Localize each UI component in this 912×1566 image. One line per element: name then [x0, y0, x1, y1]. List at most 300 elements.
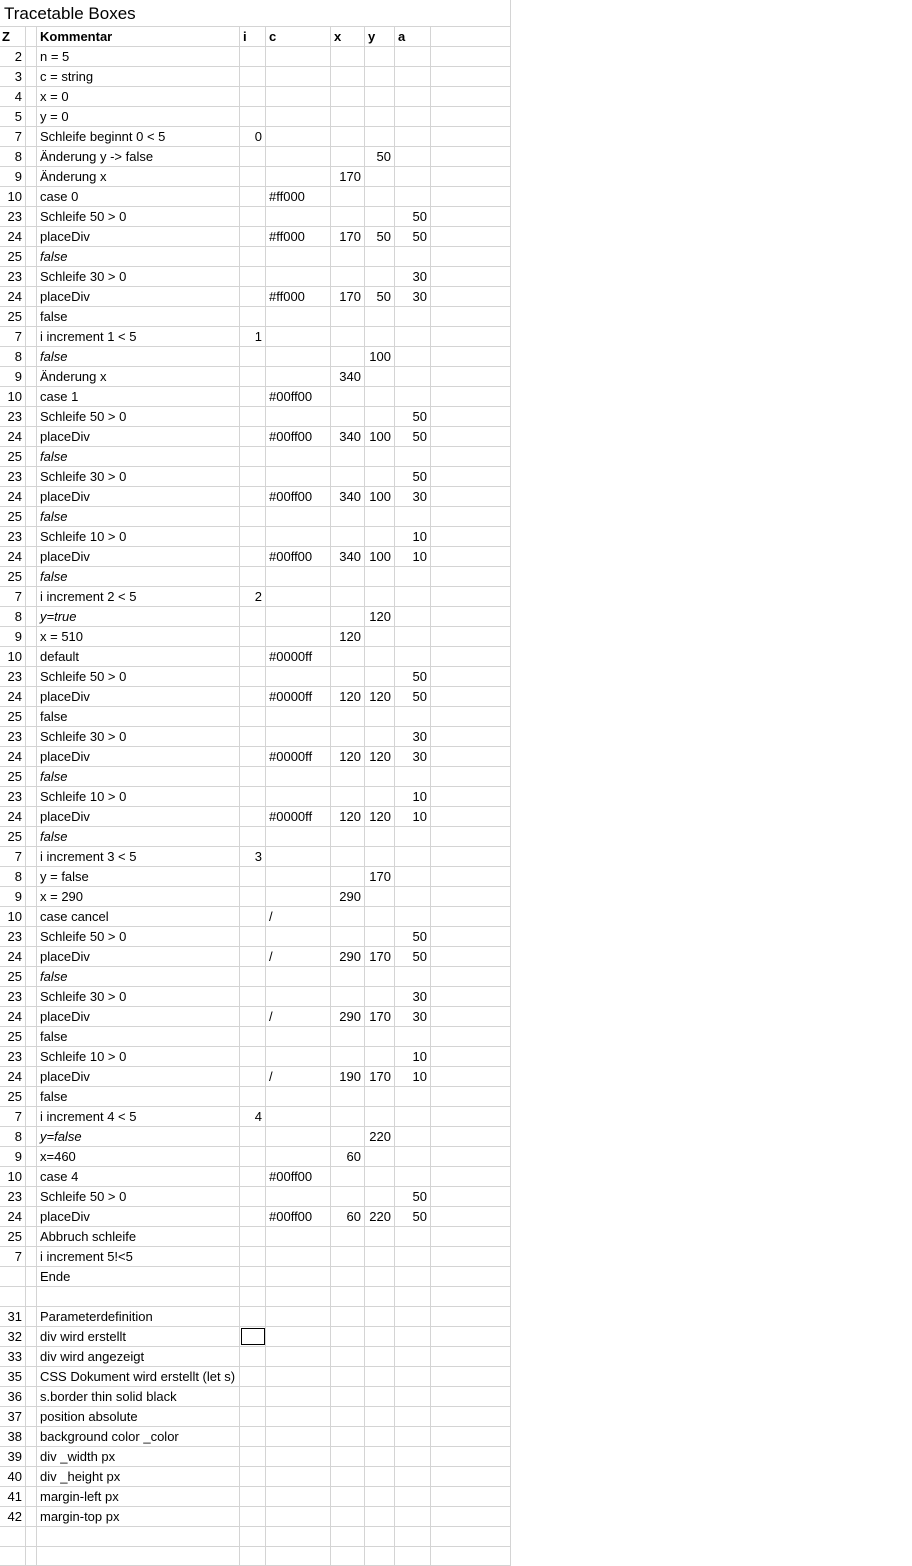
- gap-cell[interactable]: [26, 287, 37, 306]
- cell-x[interactable]: [331, 987, 365, 1006]
- cell-kommentar[interactable]: y = false: [37, 867, 240, 886]
- cell-kommentar[interactable]: case 0: [37, 187, 240, 206]
- empty-cell[interactable]: [431, 647, 511, 666]
- cell-kommentar[interactable]: Schleife 50 > 0: [37, 927, 240, 946]
- cell-c[interactable]: [266, 327, 331, 346]
- cell-i[interactable]: [240, 1247, 266, 1266]
- cell-y[interactable]: [365, 1327, 395, 1346]
- cell-x[interactable]: [331, 647, 365, 666]
- cell-x[interactable]: [331, 607, 365, 626]
- cell-z[interactable]: 24: [0, 1007, 26, 1026]
- cell-i[interactable]: [240, 1307, 266, 1326]
- gap-cell[interactable]: [26, 527, 37, 546]
- empty-cell[interactable]: [431, 1307, 511, 1326]
- empty-cell[interactable]: [431, 147, 511, 166]
- empty-cell[interactable]: [431, 1347, 511, 1366]
- cell-c[interactable]: [266, 1087, 331, 1106]
- cell-i[interactable]: [240, 1447, 266, 1466]
- gap-cell[interactable]: [26, 867, 37, 886]
- cell-i[interactable]: [240, 947, 266, 966]
- cell-c[interactable]: [266, 1327, 331, 1346]
- cell-i[interactable]: [240, 1027, 266, 1046]
- cell-i[interactable]: [240, 1547, 266, 1566]
- cell-kommentar[interactable]: placeDiv: [37, 1007, 240, 1026]
- cell-y[interactable]: [365, 1247, 395, 1266]
- cell-c[interactable]: [266, 307, 331, 326]
- cell-c[interactable]: [266, 467, 331, 486]
- cell-c[interactable]: [266, 1047, 331, 1066]
- cell-i[interactable]: [240, 367, 266, 386]
- empty-cell[interactable]: [431, 1387, 511, 1406]
- cell-a[interactable]: 10: [395, 1047, 431, 1066]
- cell-kommentar[interactable]: placeDiv: [37, 947, 240, 966]
- cell-y[interactable]: [365, 307, 395, 326]
- cell-kommentar[interactable]: placeDiv: [37, 687, 240, 706]
- empty-cell[interactable]: [431, 1507, 511, 1526]
- cell-y[interactable]: 100: [365, 547, 395, 566]
- cell-x[interactable]: [331, 1087, 365, 1106]
- empty-cell[interactable]: [431, 67, 511, 86]
- gap-cell[interactable]: [26, 87, 37, 106]
- cell-y[interactable]: [365, 187, 395, 206]
- cell-a[interactable]: [395, 1327, 431, 1346]
- cell-i[interactable]: [240, 567, 266, 586]
- cell-kommentar[interactable]: placeDiv: [37, 427, 240, 446]
- cell-kommentar[interactable]: false: [37, 827, 240, 846]
- cell-x[interactable]: 120: [331, 747, 365, 766]
- cell-y[interactable]: [365, 827, 395, 846]
- cell-a[interactable]: 10: [395, 547, 431, 566]
- cell-z[interactable]: 24: [0, 947, 26, 966]
- cell-i[interactable]: [240, 607, 266, 626]
- cell-i[interactable]: [240, 1327, 266, 1346]
- empty-cell[interactable]: [431, 187, 511, 206]
- cell-x[interactable]: [331, 787, 365, 806]
- empty-cell[interactable]: [431, 227, 511, 246]
- cell-z[interactable]: 23: [0, 1047, 26, 1066]
- cell-i[interactable]: [240, 1227, 266, 1246]
- cell-i[interactable]: [240, 507, 266, 526]
- cell-z[interactable]: 10: [0, 387, 26, 406]
- cell-z[interactable]: 24: [0, 747, 26, 766]
- cell-a[interactable]: [395, 1107, 431, 1126]
- cell-z[interactable]: 23: [0, 407, 26, 426]
- cell-i[interactable]: [240, 747, 266, 766]
- empty-cell[interactable]: [431, 307, 511, 326]
- cell-z[interactable]: 23: [0, 207, 26, 226]
- empty-cell[interactable]: [431, 1047, 511, 1066]
- cell-y[interactable]: 50: [365, 227, 395, 246]
- empty-cell[interactable]: [431, 427, 511, 446]
- cell-c[interactable]: [266, 847, 331, 866]
- cell-kommentar[interactable]: Schleife 30 > 0: [37, 467, 240, 486]
- cell-kommentar[interactable]: placeDiv: [37, 807, 240, 826]
- cell-i[interactable]: [240, 427, 266, 446]
- cell-y[interactable]: [365, 47, 395, 66]
- cell-a[interactable]: 30: [395, 747, 431, 766]
- cell-c[interactable]: [266, 247, 331, 266]
- cell-i[interactable]: [240, 407, 266, 426]
- cell-a[interactable]: [395, 1087, 431, 1106]
- cell-z[interactable]: 39: [0, 1447, 26, 1466]
- cell-x[interactable]: [331, 867, 365, 886]
- cell-a[interactable]: [395, 147, 431, 166]
- cell-x[interactable]: [331, 207, 365, 226]
- empty-cell[interactable]: [431, 547, 511, 566]
- header-x[interactable]: x: [331, 27, 365, 46]
- cell-i[interactable]: [240, 1347, 266, 1366]
- gap-cell[interactable]: [26, 407, 37, 426]
- cell-c[interactable]: #00ff00: [266, 427, 331, 446]
- cell-i[interactable]: [240, 1427, 266, 1446]
- cell-y[interactable]: [365, 627, 395, 646]
- cell-i[interactable]: [240, 147, 266, 166]
- cell-z[interactable]: 23: [0, 527, 26, 546]
- gap-cell[interactable]: [26, 367, 37, 386]
- cell-y[interactable]: 50: [365, 147, 395, 166]
- cell-c[interactable]: [266, 347, 331, 366]
- cell-x[interactable]: [331, 1267, 365, 1286]
- empty-cell[interactable]: [431, 787, 511, 806]
- cell-y[interactable]: 170: [365, 1067, 395, 1086]
- empty-cell[interactable]: [431, 1187, 511, 1206]
- cell-z[interactable]: 7: [0, 587, 26, 606]
- gap-cell[interactable]: [26, 1527, 37, 1546]
- cell-z[interactable]: 8: [0, 147, 26, 166]
- cell-x[interactable]: [331, 847, 365, 866]
- cell-kommentar[interactable]: x = 290: [37, 887, 240, 906]
- cell-x[interactable]: [331, 1227, 365, 1246]
- cell-kommentar[interactable]: false: [37, 1027, 240, 1046]
- cell-x[interactable]: 170: [331, 287, 365, 306]
- cell-c[interactable]: [266, 1287, 331, 1306]
- cell-a[interactable]: 50: [395, 1207, 431, 1226]
- empty-cell[interactable]: [431, 587, 511, 606]
- cell-kommentar[interactable]: y=true: [37, 607, 240, 626]
- cell-z[interactable]: 36: [0, 1387, 26, 1406]
- cell-z[interactable]: 35: [0, 1367, 26, 1386]
- cell-i[interactable]: [240, 667, 266, 686]
- gap-cell[interactable]: [26, 967, 37, 986]
- cell-c[interactable]: [266, 87, 331, 106]
- empty-cell[interactable]: [431, 967, 511, 986]
- cell-c[interactable]: [266, 127, 331, 146]
- cell-kommentar[interactable]: CSS Dokument wird erstellt (let s): [37, 1367, 240, 1386]
- gap-cell[interactable]: [26, 1347, 37, 1366]
- cell-y[interactable]: [365, 787, 395, 806]
- cell-y[interactable]: [365, 887, 395, 906]
- cell-i[interactable]: [240, 267, 266, 286]
- cell-z[interactable]: 42: [0, 1507, 26, 1526]
- gap-cell[interactable]: [26, 1487, 37, 1506]
- gap-cell[interactable]: [26, 327, 37, 346]
- cell-z[interactable]: 23: [0, 467, 26, 486]
- cell-kommentar[interactable]: x = 0: [37, 87, 240, 106]
- cell-i[interactable]: [240, 347, 266, 366]
- cell-x[interactable]: [331, 467, 365, 486]
- cell-y[interactable]: [365, 707, 395, 726]
- gap-cell[interactable]: [26, 707, 37, 726]
- cell-x[interactable]: 120: [331, 687, 365, 706]
- cell-kommentar[interactable]: Änderung x: [37, 367, 240, 386]
- cell-y[interactable]: [365, 1267, 395, 1286]
- cell-a[interactable]: [395, 587, 431, 606]
- cell-x[interactable]: 340: [331, 547, 365, 566]
- cell-x[interactable]: [331, 107, 365, 126]
- cell-x[interactable]: [331, 327, 365, 346]
- cell-kommentar[interactable]: false: [37, 447, 240, 466]
- cell-i[interactable]: [240, 1147, 266, 1166]
- cell-a[interactable]: [395, 347, 431, 366]
- cell-z[interactable]: 32: [0, 1327, 26, 1346]
- cell-c[interactable]: /: [266, 947, 331, 966]
- cell-kommentar[interactable]: div _width px: [37, 1447, 240, 1466]
- cell-a[interactable]: [395, 867, 431, 886]
- empty-cell[interactable]: [431, 267, 511, 286]
- empty-cell[interactable]: [431, 1147, 511, 1166]
- gap-cell[interactable]: [26, 607, 37, 626]
- empty-cell[interactable]: [431, 127, 511, 146]
- cell-a[interactable]: [395, 647, 431, 666]
- cell-x[interactable]: [331, 267, 365, 286]
- gap-cell[interactable]: [26, 767, 37, 786]
- gap-cell[interactable]: [26, 547, 37, 566]
- cell-y[interactable]: [365, 1107, 395, 1126]
- cell-kommentar[interactable]: Schleife 30 > 0: [37, 727, 240, 746]
- cell-x[interactable]: [331, 1327, 365, 1346]
- header-c[interactable]: c: [266, 27, 331, 46]
- empty-cell[interactable]: [431, 1487, 511, 1506]
- cell-z[interactable]: 9: [0, 627, 26, 646]
- gap-cell[interactable]: [26, 747, 37, 766]
- cell-y[interactable]: [365, 647, 395, 666]
- cell-a[interactable]: 50: [395, 1187, 431, 1206]
- cell-a[interactable]: 50: [395, 687, 431, 706]
- cell-x[interactable]: [331, 1127, 365, 1146]
- cell-c[interactable]: [266, 67, 331, 86]
- empty-cell[interactable]: [431, 927, 511, 946]
- cell-y[interactable]: [365, 247, 395, 266]
- cell-z[interactable]: 41: [0, 1487, 26, 1506]
- cell-kommentar[interactable]: false: [37, 247, 240, 266]
- cell-i[interactable]: [240, 687, 266, 706]
- cell-y[interactable]: [365, 1547, 395, 1566]
- cell-x[interactable]: [331, 967, 365, 986]
- cell-z[interactable]: 24: [0, 427, 26, 446]
- cell-kommentar[interactable]: x = 510: [37, 627, 240, 646]
- cell-kommentar[interactable]: i increment 3 < 5: [37, 847, 240, 866]
- cell-c[interactable]: [266, 167, 331, 186]
- cell-i[interactable]: 2: [240, 587, 266, 606]
- cell-x[interactable]: [331, 47, 365, 66]
- cell-z[interactable]: 24: [0, 1067, 26, 1086]
- cell-a[interactable]: [395, 1427, 431, 1446]
- cell-x[interactable]: [331, 67, 365, 86]
- cell-a[interactable]: 50: [395, 927, 431, 946]
- gap-cell[interactable]: [26, 1127, 37, 1146]
- cell-z[interactable]: 25: [0, 1027, 26, 1046]
- cell-kommentar[interactable]: false: [37, 707, 240, 726]
- cell-z[interactable]: 25: [0, 507, 26, 526]
- cell-c[interactable]: [266, 587, 331, 606]
- cell-c[interactable]: [266, 1387, 331, 1406]
- cell-i[interactable]: [240, 287, 266, 306]
- cell-z[interactable]: 24: [0, 1207, 26, 1226]
- cell-y[interactable]: [365, 567, 395, 586]
- cell-a[interactable]: [395, 1467, 431, 1486]
- cell-x[interactable]: [331, 1367, 365, 1386]
- gap-cell[interactable]: [26, 1307, 37, 1326]
- cell-a[interactable]: 30: [395, 1007, 431, 1026]
- cell-a[interactable]: 10: [395, 527, 431, 546]
- cell-kommentar[interactable]: Schleife 50 > 0: [37, 407, 240, 426]
- cell-x[interactable]: 340: [331, 487, 365, 506]
- cell-a[interactable]: [395, 627, 431, 646]
- cell-y[interactable]: [365, 407, 395, 426]
- cell-a[interactable]: 50: [395, 947, 431, 966]
- cell-c[interactable]: [266, 827, 331, 846]
- gap-cell[interactable]: [26, 1207, 37, 1226]
- cell-c[interactable]: [266, 1367, 331, 1386]
- header-a[interactable]: a: [395, 27, 431, 46]
- cell-c[interactable]: [266, 1147, 331, 1166]
- empty-cell[interactable]: [431, 47, 511, 66]
- empty-cell[interactable]: [431, 727, 511, 746]
- cell-i[interactable]: [240, 867, 266, 886]
- cell-y[interactable]: 120: [365, 807, 395, 826]
- cell-x[interactable]: [331, 447, 365, 466]
- cell-kommentar[interactable]: [37, 1287, 240, 1306]
- cell-c[interactable]: [266, 1307, 331, 1326]
- cell-x[interactable]: [331, 1427, 365, 1446]
- cell-z[interactable]: 5: [0, 107, 26, 126]
- cell-x[interactable]: 290: [331, 887, 365, 906]
- cell-y[interactable]: [365, 1027, 395, 1046]
- gap-cell[interactable]: [26, 1547, 37, 1566]
- cell-x[interactable]: [331, 187, 365, 206]
- cell-kommentar[interactable]: Schleife beginnt 0 < 5: [37, 127, 240, 146]
- empty-cell[interactable]: [431, 1547, 511, 1566]
- gap-cell[interactable]: [26, 107, 37, 126]
- cell-a[interactable]: [395, 1247, 431, 1266]
- cell-x[interactable]: [331, 1467, 365, 1486]
- cell-y[interactable]: [365, 447, 395, 466]
- cell-y[interactable]: [365, 1387, 395, 1406]
- cell-i[interactable]: [240, 727, 266, 746]
- cell-i[interactable]: [240, 1007, 266, 1026]
- cell-z[interactable]: 25: [0, 707, 26, 726]
- cell-z[interactable]: 25: [0, 1227, 26, 1246]
- gap-cell[interactable]: [26, 1267, 37, 1286]
- cell-y[interactable]: [365, 1427, 395, 1446]
- cell-a[interactable]: 50: [395, 667, 431, 686]
- cell-y[interactable]: [365, 927, 395, 946]
- cell-x[interactable]: [331, 567, 365, 586]
- empty-cell[interactable]: [431, 627, 511, 646]
- cell-a[interactable]: [395, 87, 431, 106]
- cell-c[interactable]: [266, 47, 331, 66]
- gap-cell[interactable]: [26, 727, 37, 746]
- cell-kommentar[interactable]: div wird erstellt: [37, 1327, 240, 1346]
- cell-kommentar[interactable]: case 1: [37, 387, 240, 406]
- cell-y[interactable]: [365, 207, 395, 226]
- gap-cell[interactable]: [26, 447, 37, 466]
- cell-i[interactable]: [240, 1527, 266, 1546]
- cell-y[interactable]: [365, 1447, 395, 1466]
- cell-a[interactable]: [395, 247, 431, 266]
- empty-cell[interactable]: [431, 567, 511, 586]
- empty-cell[interactable]: [431, 347, 511, 366]
- cell-a[interactable]: [395, 1507, 431, 1526]
- cell-kommentar[interactable]: i increment 5!<5: [37, 1247, 240, 1266]
- cell-c[interactable]: [266, 787, 331, 806]
- cell-i[interactable]: [240, 627, 266, 646]
- gap-cell[interactable]: [26, 947, 37, 966]
- cell-y[interactable]: [365, 527, 395, 546]
- cell-c[interactable]: /: [266, 1067, 331, 1086]
- cell-c[interactable]: #00ff00: [266, 547, 331, 566]
- cell-i[interactable]: [240, 227, 266, 246]
- cell-z[interactable]: 25: [0, 767, 26, 786]
- cell-c[interactable]: #00ff00: [266, 487, 331, 506]
- empty-cell[interactable]: [431, 1007, 511, 1026]
- cell-z[interactable]: 9: [0, 887, 26, 906]
- empty-cell[interactable]: [431, 867, 511, 886]
- cell-i[interactable]: [240, 207, 266, 226]
- empty-cell[interactable]: [431, 767, 511, 786]
- cell-y[interactable]: [365, 1147, 395, 1166]
- cell-kommentar[interactable]: n = 5: [37, 47, 240, 66]
- cell-kommentar[interactable]: Abbruch schleife: [37, 1227, 240, 1246]
- cell-i[interactable]: [240, 967, 266, 986]
- gap-cell[interactable]: [26, 187, 37, 206]
- cell-x[interactable]: [331, 827, 365, 846]
- cell-i[interactable]: [240, 527, 266, 546]
- empty-cell[interactable]: [431, 907, 511, 926]
- cell-x[interactable]: [331, 1387, 365, 1406]
- cell-y[interactable]: 120: [365, 747, 395, 766]
- empty-cell[interactable]: [431, 1087, 511, 1106]
- cell-a[interactable]: 30: [395, 987, 431, 1006]
- cell-y[interactable]: 50: [365, 287, 395, 306]
- cell-kommentar[interactable]: Schleife 50 > 0: [37, 207, 240, 226]
- cell-c[interactable]: [266, 1507, 331, 1526]
- gap-cell[interactable]: [26, 1107, 37, 1126]
- cell-c[interactable]: [266, 1347, 331, 1366]
- cell-kommentar[interactable]: margin-left px: [37, 1487, 240, 1506]
- cell-a[interactable]: [395, 907, 431, 926]
- empty-cell[interactable]: [431, 87, 511, 106]
- cell-c[interactable]: #0000ff: [266, 747, 331, 766]
- cell-kommentar[interactable]: div wird angezeigt: [37, 1347, 240, 1366]
- cell-c[interactable]: [266, 887, 331, 906]
- cell-y[interactable]: [365, 1487, 395, 1506]
- cell-y[interactable]: [365, 587, 395, 606]
- cell-kommentar[interactable]: s.border thin solid black: [37, 1387, 240, 1406]
- cell-kommentar[interactable]: div _height px: [37, 1467, 240, 1486]
- cell-i[interactable]: [240, 907, 266, 926]
- cell-kommentar[interactable]: Änderung y -> false: [37, 147, 240, 166]
- cell-y[interactable]: [365, 1407, 395, 1426]
- cell-kommentar[interactable]: false: [37, 567, 240, 586]
- cell-x[interactable]: [331, 307, 365, 326]
- cell-c[interactable]: [266, 1107, 331, 1126]
- cell-z[interactable]: 25: [0, 447, 26, 466]
- cell-a[interactable]: [395, 187, 431, 206]
- cell-a[interactable]: 50: [395, 427, 431, 446]
- gap-cell[interactable]: [26, 507, 37, 526]
- cell-z[interactable]: 24: [0, 227, 26, 246]
